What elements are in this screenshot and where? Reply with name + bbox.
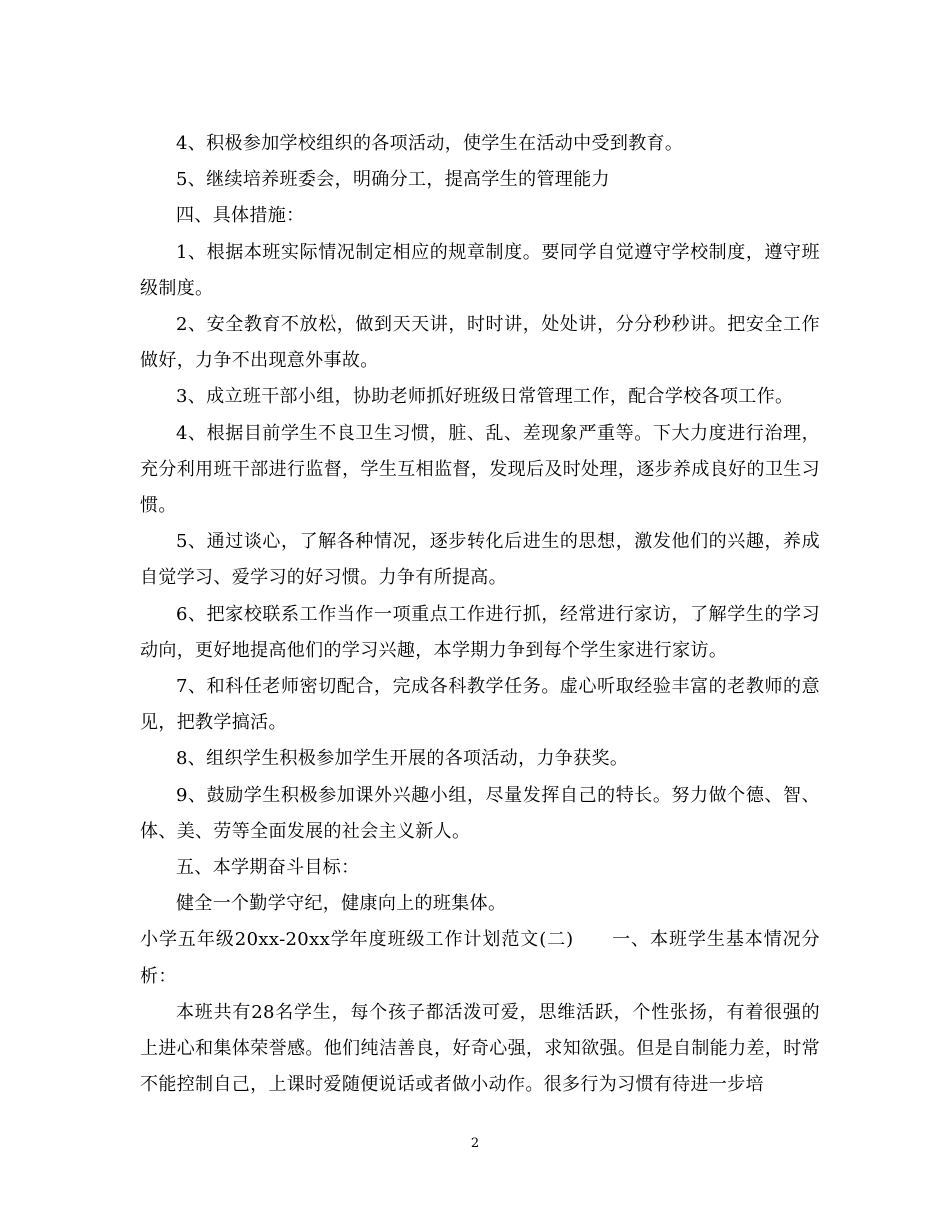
section-heading-goals: 五、本学期奋斗目标： (176, 857, 360, 879)
document-title-second-plan: 小学五年级20xx-20xx学年度班级工作计划范文(二) 一、本班学生基本情况分析： (140, 929, 820, 987)
paragraph-measure-2: 2、安全教育不放松，做到天天讲，时时讲，处处讲，分分秒秒讲。把安全工作做好，力争不出现意外事故。 (140, 314, 820, 372)
paragraph-activity-participation: 4、积极参加学校组织的各项活动，使学生在活动中受到教育。 (176, 133, 684, 154)
paragraph-student-analysis: 本班共有28名学生，每个孩子都活泼可爱，思维活跃，个性张扬，有着很强的上进心和集体荣誉感。他们纯洁善良，好奇心强，求知欲强。但是自制能力差，时常不能控制自己，上课时爱随便说话或者做小动作。很多行为习惯有待进一步培 (140, 1001, 820, 1096)
paragraph-measure-6: 6、把家校联系工作当作一项重点工作进行抓，经常进行家访，了解学生的学习动向，更好地提高他们的学习兴趣，本学期力争到每个学生家进行家访。 (140, 603, 820, 661)
paragraph-measure-4: 4、根据目前学生不良卫生习惯，脏、乱、差现象严重等。下大力度进行治理，充分利用班干部进行监督，学生互相监督，发现后及时处理，逐步养成良好的卫生习惯。 (140, 422, 820, 517)
paragraph-goal: 健全一个勤学守纪，健康向上的班集体。 (176, 893, 507, 915)
paragraph-measure-1: 1、根据本班实际情况制定相应的规章制度。要同学自觉遵守学校制度，遵守班级制度。 (140, 241, 820, 299)
page-number: 2 (470, 1136, 480, 1151)
paragraph-measure-8: 8、组织学生积极参加学生开展的各项活动，力争获奖。 (176, 748, 629, 770)
document-body (140, 126, 820, 1103)
section-heading-measures: 四、具体措施： (176, 205, 305, 227)
paragraph-class-committee: 5、继续培养班委会，明确分工，提高学生的管理能力 (176, 169, 610, 191)
paragraph-measure-7: 7、和科任老师密切配合，完成各科教学任务。虚心听取经验丰富的老教师的意见，把教学搞活。 (140, 676, 820, 734)
paragraph-measure-3: 3、成立班干部小组，协助老师抓好班级日常管理工作，配合学校各项工作。 (176, 386, 794, 408)
paragraph-measure-5: 5、通过谈心，了解各种情况，逐步转化后进生的思想，激发他们的兴趣，养成自觉学习、爱学习的好习惯。力争有所提高。 (140, 531, 820, 589)
paragraph-measure-9: 9、鼓励学生积极参加课外兴趣小组，尽量发挥自己的特长。努力做个德、智、体、美、劳等全面发展的社会主义新人。 (140, 784, 820, 842)
